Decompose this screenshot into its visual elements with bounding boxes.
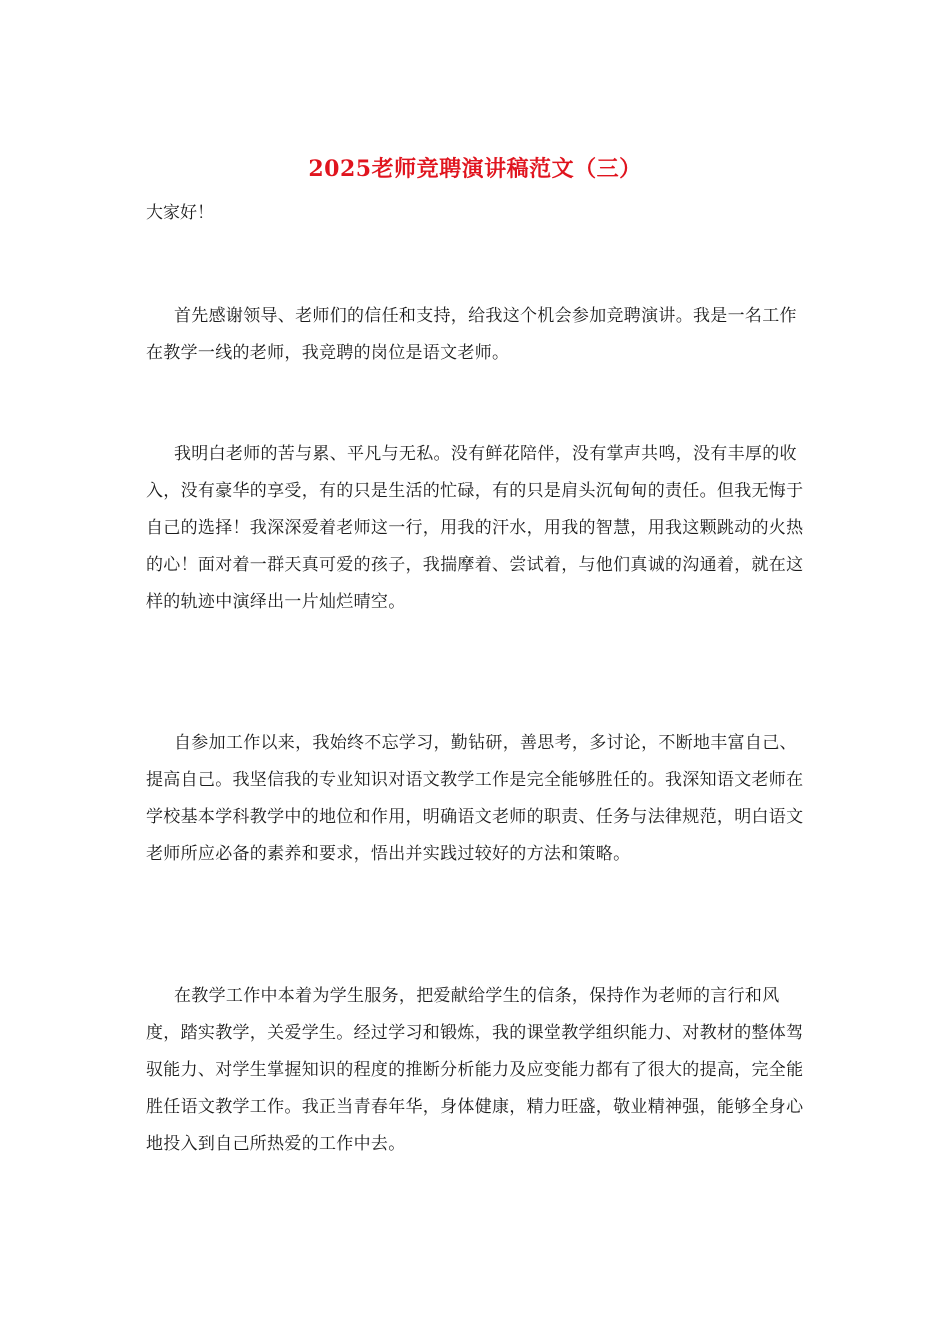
document-title: 2025老师竞聘演讲稿范文（三） [308, 156, 642, 182]
paragraph-4: 在教学工作中本着为学生服务，把爱献给学生的信条，保持作为老师的言行和风度，踏实教学，关爱学生。经过学习和锻炼，我的课堂教学组织能力、对教材的整体驾驭能力、对学生掌握知识的程度的推断分析能力及应变能力都有了很大的提高，完全能胜任语文教学工作。我正当青春年华，身体健康，精力旺盛，敬业精神强，能够全身心地投入到自己所热爱的工作中去。 [146, 986, 804, 1154]
paragraph-1: 首先感谢领导、老师们的信任和支持，给我这个机会参加竞聘演讲。我是一名工作在教学一线的老师，我竞聘的岗位是语文老师。 [146, 306, 797, 363]
greeting: 大家好！ [146, 203, 214, 223]
paragraph-2: 我明白老师的苦与累、平凡与无私。没有鲜花陪伴，没有掌声共鸣，没有丰厚的收入，没有豪华的享受，有的只是生活的忙碌，有的只是肩头沉甸甸的责任。但我无悔于自己的选择！我深深爱着老师这一行，用我的汗水，用我的智慧，用我这颗跳动的火热的心！面对着一群天真可爱的孩子，我揣摩着、尝试着，与他们真诚的沟通着，就在这样的轨迹中演绎出一片灿烂晴空。 [146, 444, 804, 612]
paragraph-3: 自参加工作以来，我始终不忘学习，勤钻研，善思考，多讨论，不断地丰富自己、提高自己。我坚信我的专业知识对语文教学工作是完全能够胜任的。我深知语文老师在学校基本学科教学中的地位和作用，明确语文老师的职责、任务与法律规范，明白语文老师所应必备的素养和要求，悟出并实践过较好的方法和策略。 [146, 733, 804, 864]
